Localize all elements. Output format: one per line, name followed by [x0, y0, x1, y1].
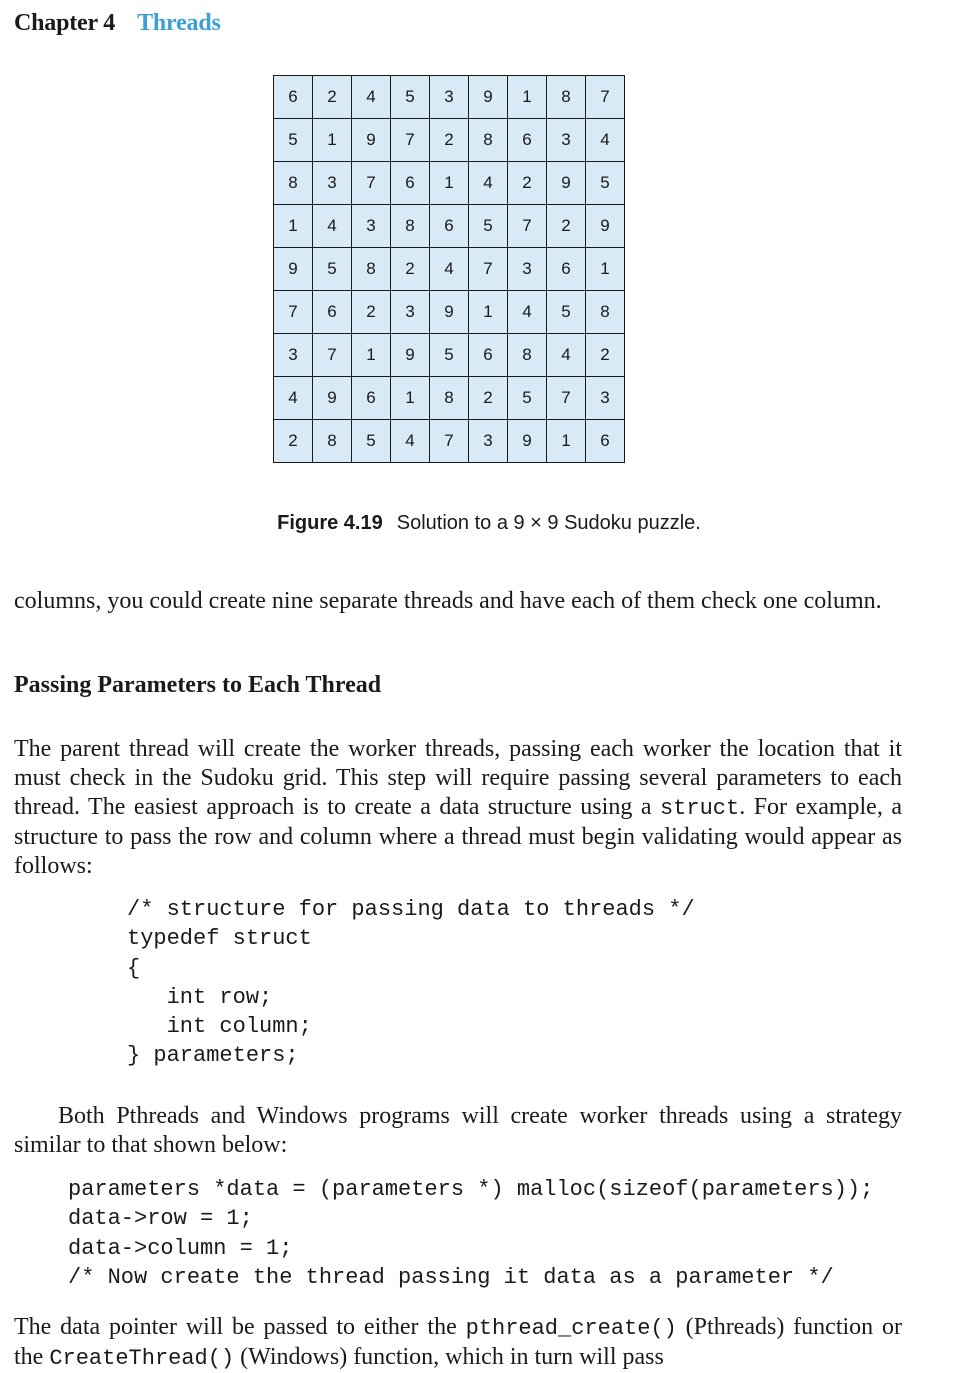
- sudoku-cell: 3: [469, 420, 508, 463]
- sudoku-cell: 2: [586, 334, 625, 377]
- sudoku-cell: 7: [352, 162, 391, 205]
- sudoku-cell: 6: [469, 334, 508, 377]
- sudoku-cell: 8: [586, 291, 625, 334]
- sudoku-cell: 7: [274, 291, 313, 334]
- sudoku-cell: 3: [508, 248, 547, 291]
- sudoku-cell: 8: [274, 162, 313, 205]
- sudoku-cell: 3: [313, 162, 352, 205]
- sudoku-cell: 5: [274, 119, 313, 162]
- sudoku-cell: 2: [391, 248, 430, 291]
- sudoku-cell: 1: [508, 76, 547, 119]
- inline-code-pthread-create: pthread_create(): [465, 1316, 677, 1341]
- sudoku-cell: 6: [430, 205, 469, 248]
- sudoku-cell: 2: [547, 205, 586, 248]
- sudoku-cell: 4: [313, 205, 352, 248]
- sudoku-cell: 8: [547, 76, 586, 119]
- paragraph-data-pointer: [14, 1313, 902, 1373]
- sudoku-cell: 7: [430, 420, 469, 463]
- sudoku-grid: [273, 75, 625, 463]
- paragraph-text: The parent thread will create the worker threads, passing each worker the location that it must check in the Sudoku grid. This step will require passing several parameters to each thread. The easiest approach is to create a data structure using a: [14, 736, 902, 820]
- sudoku-cell: 9: [469, 76, 508, 119]
- sudoku-row: [274, 119, 625, 162]
- sudoku-cell: 7: [586, 76, 625, 119]
- sudoku-cell: 3: [430, 76, 469, 119]
- sudoku-row: [274, 420, 625, 463]
- sudoku-cell: 9: [547, 162, 586, 205]
- sudoku-cell: 9: [391, 334, 430, 377]
- sudoku-cell: 3: [352, 205, 391, 248]
- sudoku-cell: 7: [313, 334, 352, 377]
- sudoku-cell: 3: [274, 334, 313, 377]
- sudoku-cell: 3: [547, 119, 586, 162]
- paragraph-columns: columns, you could create nine separate threads and have each of them check one column.: [14, 588, 882, 614]
- sudoku-cell: 8: [391, 205, 430, 248]
- sudoku-cell: 2: [508, 162, 547, 205]
- sudoku-cell: 6: [274, 76, 313, 119]
- sudoku-cell: 5: [352, 420, 391, 463]
- sudoku-cell: 5: [313, 248, 352, 291]
- sudoku-cell: 5: [586, 162, 625, 205]
- sudoku-cell: 9: [586, 205, 625, 248]
- sudoku-cell: 9: [508, 420, 547, 463]
- sudoku-cell: 3: [391, 291, 430, 334]
- running-head: [14, 10, 221, 37]
- sudoku-cell: 6: [586, 420, 625, 463]
- sudoku-row: [274, 162, 625, 205]
- sudoku-cell: 4: [469, 162, 508, 205]
- sudoku-cell: 4: [274, 377, 313, 420]
- sudoku-cell: 9: [274, 248, 313, 291]
- sudoku-cell: 9: [430, 291, 469, 334]
- sudoku-cell: 9: [352, 119, 391, 162]
- sudoku-row: [274, 334, 625, 377]
- sudoku-row: [274, 76, 625, 119]
- sudoku-cell: 4: [352, 76, 391, 119]
- paragraph-pthreads-windows: Both Pthreads and Windows programs will create worker threads using a strategy similar to that shown below:: [14, 1103, 902, 1158]
- sudoku-cell: 5: [430, 334, 469, 377]
- sudoku-cell: 1: [352, 334, 391, 377]
- sudoku-cell: 7: [547, 377, 586, 420]
- sudoku-cell: 1: [313, 119, 352, 162]
- chapter-title: Threads: [137, 10, 221, 36]
- figure-caption-text: Solution to a 9 × 9 Sudoku puzzle.: [396, 512, 701, 534]
- sudoku-cell: 8: [352, 248, 391, 291]
- inline-code-struct: struct: [659, 796, 740, 821]
- sudoku-cell: 2: [274, 420, 313, 463]
- paragraph-text: (Pthreads) function or the: [14, 1314, 903, 1370]
- sudoku-cell: 2: [313, 76, 352, 119]
- sudoku-cell: 2: [430, 119, 469, 162]
- inline-code-createthread: CreateThread(): [49, 1346, 235, 1371]
- sudoku-cell: 5: [469, 205, 508, 248]
- sudoku-cell: 4: [586, 119, 625, 162]
- paragraph-parent-thread: [14, 735, 902, 881]
- sudoku-cell: 8: [313, 420, 352, 463]
- sudoku-cell: 6: [391, 162, 430, 205]
- paragraph-text: (Windows) function, which in turn will pass: [234, 1344, 664, 1370]
- sudoku-cell: 6: [352, 377, 391, 420]
- sudoku-cell: 8: [469, 119, 508, 162]
- sudoku-row: [274, 248, 625, 291]
- figure-caption: [0, 512, 978, 535]
- code-block-struct: /* structure for passing data to threads */ typedef struct { int row; int column; } parameters;: [127, 897, 695, 1069]
- sudoku-cell: 5: [547, 291, 586, 334]
- sudoku-cell: 1: [391, 377, 430, 420]
- sudoku-cell: 2: [352, 291, 391, 334]
- sudoku-cell: 2: [469, 377, 508, 420]
- sudoku-cell: 1: [274, 205, 313, 248]
- paragraph-text: The data pointer will be passed to either the: [14, 1314, 466, 1340]
- paragraph-text: . For example, a structure to pass the row and column where a thread must begin validating would appear as follows:: [14, 794, 902, 879]
- sudoku-cell: 1: [430, 162, 469, 205]
- sudoku-cell: 1: [586, 248, 625, 291]
- section-heading: Passing Parameters to Each Thread: [14, 672, 382, 698]
- sudoku-cell: 7: [391, 119, 430, 162]
- sudoku-cell: 6: [547, 248, 586, 291]
- figure-label: Figure 4.19: [277, 512, 383, 534]
- code-block-malloc: parameters *data = (parameters *) malloc(sizeof(parameters)); data->row = 1; data->column = 1; /* Now create the thread passing it data as a parameter */: [68, 1177, 874, 1290]
- sudoku-cell: 4: [430, 248, 469, 291]
- sudoku-cell: 7: [469, 248, 508, 291]
- sudoku-cell: 6: [508, 119, 547, 162]
- sudoku-cell: 4: [547, 334, 586, 377]
- sudoku-cell: 5: [508, 377, 547, 420]
- sudoku-cell: 3: [586, 377, 625, 420]
- sudoku-cell: 4: [508, 291, 547, 334]
- sudoku-cell: 1: [547, 420, 586, 463]
- sudoku-cell: 8: [430, 377, 469, 420]
- sudoku-cell: 1: [469, 291, 508, 334]
- sudoku-cell: 8: [508, 334, 547, 377]
- sudoku-row: [274, 291, 625, 334]
- sudoku-cell: 9: [313, 377, 352, 420]
- sudoku-cell: 5: [391, 76, 430, 119]
- sudoku-cell: 6: [313, 291, 352, 334]
- chapter-label: Chapter 4: [14, 10, 116, 36]
- sudoku-row: [274, 377, 625, 420]
- sudoku-cell: 4: [391, 420, 430, 463]
- sudoku-cell: 7: [508, 205, 547, 248]
- sudoku-row: [274, 205, 625, 248]
